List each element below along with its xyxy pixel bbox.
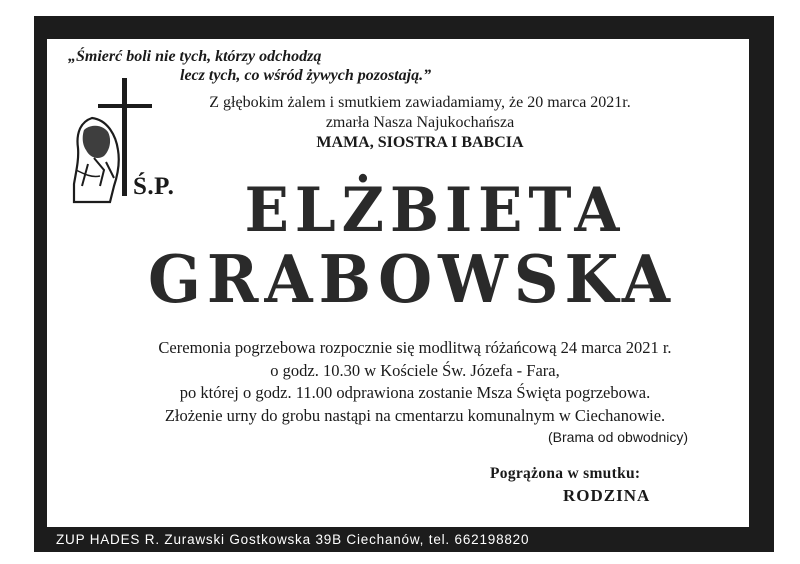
announcement — [140, 93, 700, 153]
first-name: ELŻBIETA — [244, 174, 626, 246]
ceremony-line-3: po której o godz. 11.00 odprawiona zostanie Msza Święta pogrzebowa. — [179, 383, 651, 402]
family-signature: RODZINA — [563, 486, 651, 505]
ceremony-details — [100, 337, 730, 427]
mourners-label: Pogrążona w smutku: — [490, 465, 641, 482]
quote-line-1: „Śmierć boli nie tych, którzy odchodzą — [68, 48, 322, 65]
cemetery-gate-note: (Brama od obwodnicy) — [548, 429, 689, 445]
ceremony-line-4: Złożenie urny do grobu nastąpi na cmentarzu komunalnym w Ciechanowie. — [164, 405, 666, 425]
ceremony-line-1: Ceremonia pogrzebowa rozpocznie się modlitwą różańcową 24 marca 2021 r. — [158, 338, 672, 357]
last-name: GRABOWSKA — [147, 241, 677, 318]
quote-line-2: lecz tych, co wśród żywych pozostają.” — [180, 67, 432, 84]
announcement-line-2: zmarła Nasza Najukochańsza — [325, 114, 515, 131]
announcement-line-1: Z głębokim żalem i smutkiem zawiadamiamy, że 20 marca 2021r. — [209, 94, 631, 111]
relation-heading: MAMA, SIOSTRA I BABCIA — [316, 134, 524, 151]
sp-prefix: Ś.P. — [133, 173, 175, 200]
ceremony-line-2: o godz. 10.30 w Kościele Św. Józefa - Fara, — [270, 360, 560, 380]
funeral-home-footer: ZUP HADES R. Zurawski Gostkowska 39B Ciechanów, tel. 662198820 — [56, 532, 530, 547]
